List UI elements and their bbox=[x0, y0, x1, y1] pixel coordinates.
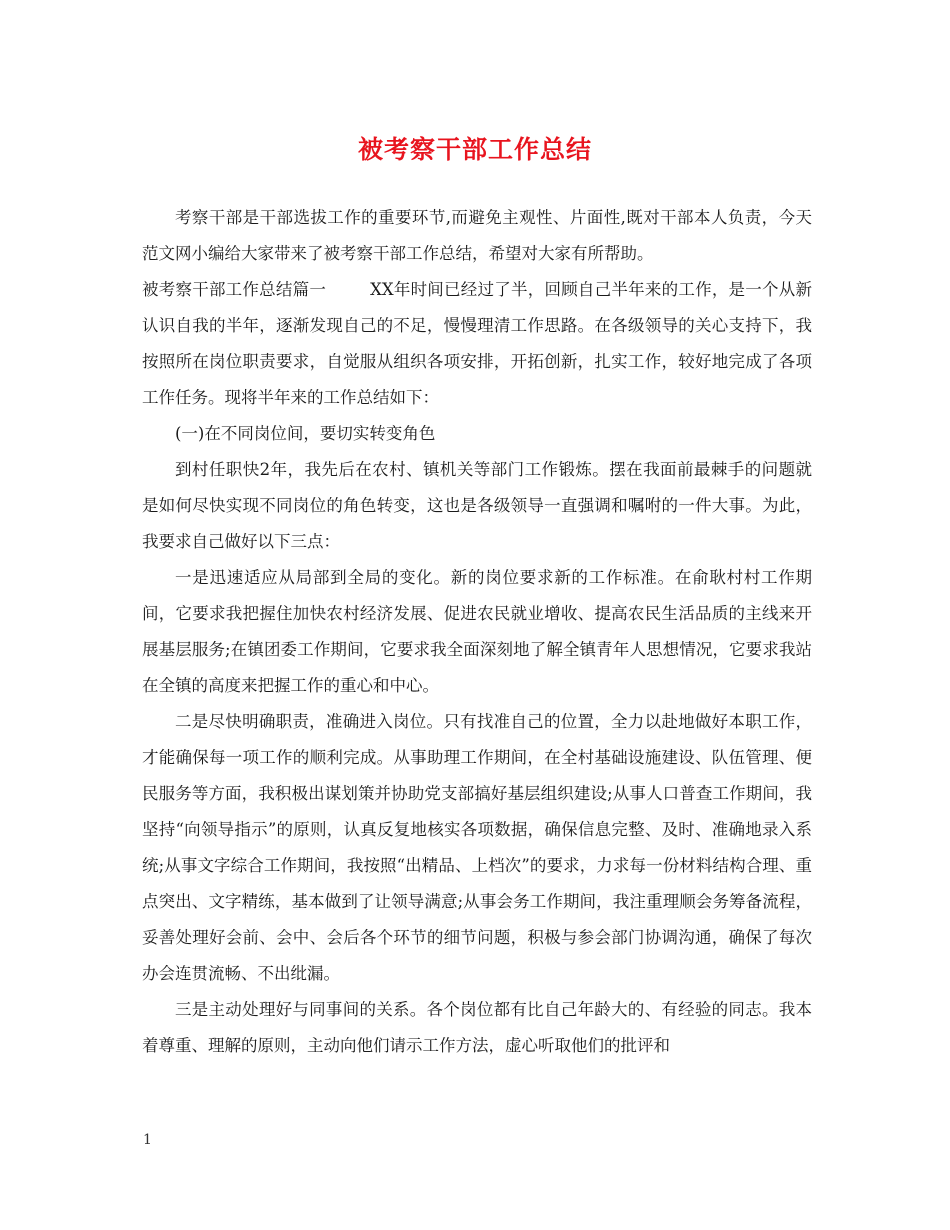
document-title: 被考察干部工作总结 bbox=[357, 135, 592, 164]
paragraph-4: 三是主动处理好与同事间的关系。各个岗位都有比自己年龄大的、有经验的同志。我本着尊重、理解的原则，主动向他们请示工作方法，虚心听取他们的批评和 bbox=[142, 1000, 812, 1055]
section-opening: XX年时间已经过了半，回顾自己半年来的工作，是一个从新认识自我的半年，逐渐发现自己的不足，慢慢理清工作思路。在各级领导的关心支持下，我按照所在岗位职责要求，自觉服从组织各项安排，开拓创新，扎实工作，较好地完成了各项工作任务。现将半年来的工作总结如下： bbox=[142, 280, 813, 407]
intro-paragraph: 考察干部是干部选拔工作的重要环节,而避免主观性、片面性,既对干部本人负责，今天范文网小编给大家带来了被考察干部工作总结，希望对大家有所帮助。 bbox=[142, 208, 812, 263]
section-label: 被考察干部工作总结篇一 bbox=[142, 280, 327, 299]
paragraph-1: 到村任职快2年，我先后在农村、镇机关等部门工作锻炼。摆在我面前最棘手的问题就是如何尽快实现不同岗位的角色转变，这也是各级领导一直强调和嘱咐的一件大事。为此，我要求自己做好以下三点： bbox=[142, 460, 812, 551]
document-body bbox=[142, 200, 812, 1064]
paragraph-2: 一是迅速适应从局部到全局的变化。新的岗位要求新的工作标准。在俞耿村村工作期间，它要求我把握住加快农村经济发展、促进农民就业增收、提高农民生活品质的主线来开展基层服务;在镇团委工作期间，它要求我全面深刻地了解全镇青年人思想情况，它要求我站在全镇的高度来把握工作的重心和中心。 bbox=[142, 568, 812, 695]
heading-1: (一)在不同岗位间，要切实转变角色 bbox=[175, 424, 436, 443]
section-paragraph bbox=[142, 272, 812, 416]
paragraph-3: 二是尽快明确职责，准确进入岗位。只有找准自己的位置，全力以赴地做好本职工作，才能确保每一项工作的顺利完成。从事助理工作期间，在全村基础设施建设、队伍管理、便民服务等方面，我积极出谋划策并协助党支部搞好基层组织建设;从事人口普查工作期间，我坚持“向领导指示”的原则，认真反复地核实各项数据，确保信息完整、及时、准确地录入系统;从事文字综合工作期间，我按照“出精品、上档次”的要求，力求每一份材料结构合理、重点突出、文字精练，基本做到了让领导满意;从事会务工作期间，我注重理顺会务筹备流程，妥善处理好会前、会中、会后各个环节的细节问题，积极与参会部门协调沟通，确保了每次办会连贯流畅、不出纰漏。 bbox=[142, 712, 812, 983]
page-number: 1 bbox=[143, 1132, 152, 1148]
